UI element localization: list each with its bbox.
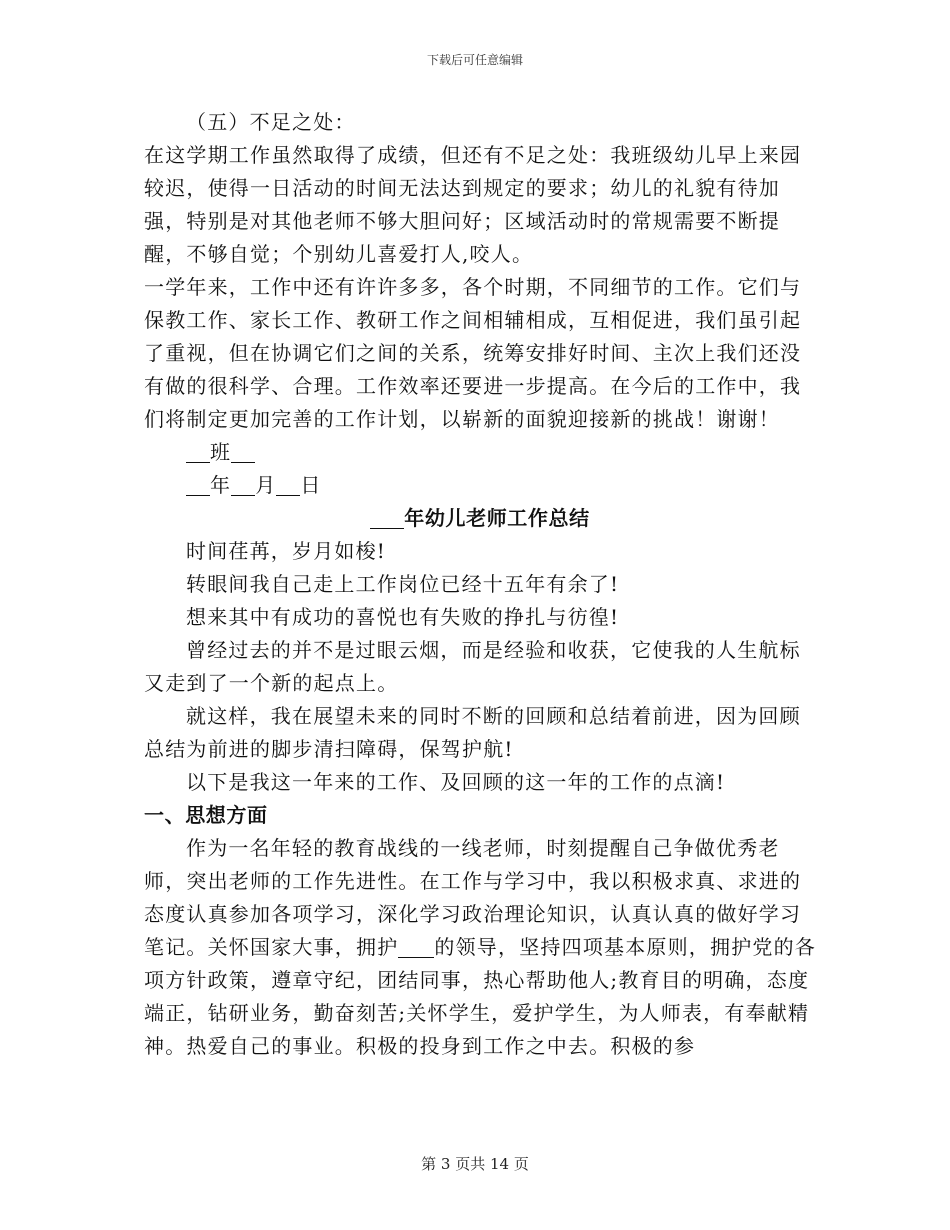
class-blank [186, 442, 210, 463]
intro-line-1: 时间荏苒，岁月如梭! [186, 539, 387, 563]
month-blank [231, 475, 255, 496]
intro-line-4: 曾经过去的并不是过眼云烟，而是经验和收获，它使我的人生航标又走到了一个新的起点上。 [144, 638, 801, 695]
signature-date-line [144, 469, 816, 502]
section-one-body-part2: 的领导，坚持四项基本原则，拥护党的各项方针政策，遵章守纪，团结同事，热心帮助他人;教育目的明确，态度端正，钻研业务，勤奋刻苦;关怀学生，爱护学生，为人师表，有奉献精神。热爱自己的事业。积极的投身到工作之中去。积极的参 [144, 935, 817, 1058]
class-blank-after [231, 442, 255, 463]
year-blank [186, 475, 210, 496]
page-footer: 第 3 页共 14 页 [421, 1155, 529, 1173]
month-label: 月 [255, 473, 277, 497]
section-one-heading: 一、思想方面 [144, 803, 268, 827]
class-label: 班 [210, 440, 232, 464]
section-one-body [144, 832, 816, 1063]
section-one-body-part1: 作为一名年轻的教育战线的一线老师，时刻提醒自己争做优秀老师，突出老师的工作先进性。在工作与学习中，我以积极求真、求进的态度认真参加各项学习，深化学习政治理论知识，认真认真的做好学习笔记。关怀国家大事，拥护 [144, 836, 802, 959]
signature-class-line [144, 436, 816, 469]
party-blank [398, 937, 434, 958]
document-content [144, 106, 816, 1063]
title-text: 年幼儿老师工作总结 [404, 506, 590, 530]
intro-line-2: 转眼间我自己走上工作岗位已经十五年有余了! [186, 572, 620, 596]
second-document-title [144, 502, 816, 535]
page-header: 下载后可任意编辑 [426, 53, 523, 67]
section-five-body: 在这学期工作虽然取得了成绩，但还有不足之处：我班级幼儿早上来园较迟，使得一日活动的时间无法达到规定的要求；幼儿的礼貌有待加强，特别是对其他老师不够大胆问好；区域活动时的常规需要不断提醒，不够自觉；个别幼儿喜爱打人,咬人。 [144, 143, 802, 266]
intro-line-3: 想来其中有成功的喜悦也有失败的挣扎与彷徨! [186, 605, 620, 629]
intro-line-5: 就这样，我在展望未来的同时不断的回顾和总结着前进，因为回顾总结为前进的脚步清扫障碍，保驾护航! [144, 704, 801, 761]
intro-line-6: 以下是我这一年来的工作、及回顾的这一年的工作的点滴! [186, 770, 726, 794]
title-blank [370, 508, 404, 529]
section-five-heading: （五）不足之处： [186, 110, 356, 134]
day-label: 日 [300, 473, 322, 497]
closing-paragraph: 一学年来，工作中还有许许多多，各个时期，不同细节的工作。它们与保教工作、家长工作、教研工作之间相辅相成，互相促进，我们虽引起了重视，但在协调它们之间的关系，统筹安排好时间、主次上我们还没有做的很科学、合理。工作效率还要进一步提高。在今后的工作中，我们将制定更加完善的工作计划，以崭新的面貌迎接新的挑战！谢谢！ [144, 275, 802, 431]
year-label: 年 [210, 473, 232, 497]
day-blank [276, 475, 300, 496]
